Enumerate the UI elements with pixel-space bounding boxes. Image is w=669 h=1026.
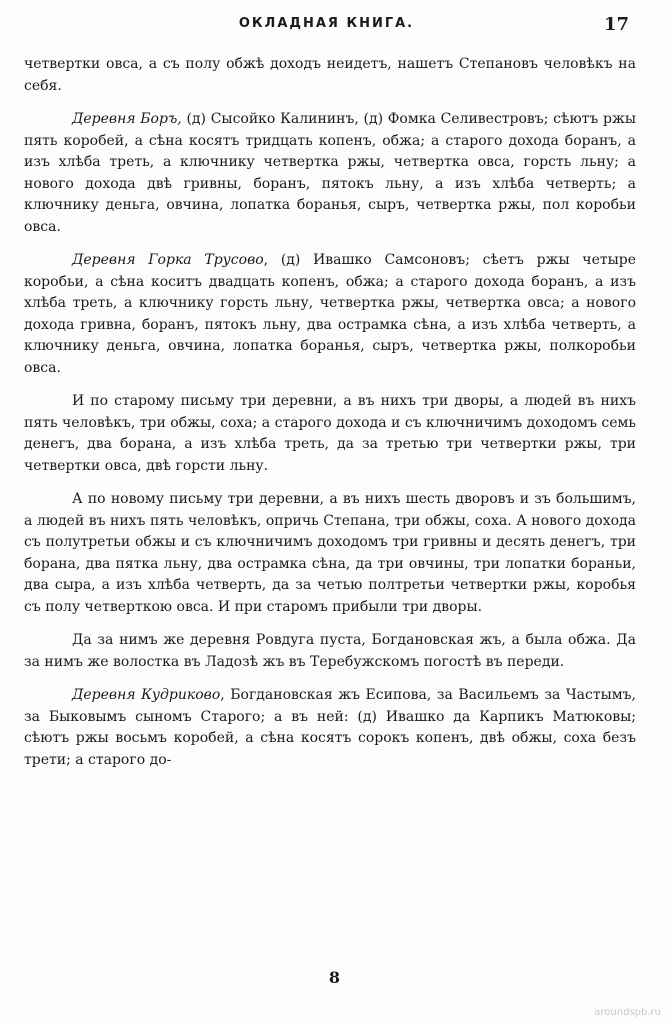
paragraph-3 (24, 250, 636, 379)
paragraph-7-text: , Богдановская жъ Есипова, за Васильемъ за Частымъ, за Быковымъ сыномъ Старого; а въ ней: (д) Ивашко да Карпикъ Матюковы; сѣютъ ржы восьмъ коробей, а сѣна косятъ сорокъ копенъ, двѣ обжы, соха безъ трети; а старого до- (24, 687, 636, 768)
paragraph-7 (24, 685, 636, 771)
paragraph-2-lead: Деревня Боръ, (72, 111, 182, 127)
paragraph-2-text: (д) Сысойко Калининъ, (д) Фомка Селивестровъ; сѣютъ ржы пять коробей, а сѣна косятъ тридцать копенъ, обжа; а старого дохода боранъ, а изъ хлѣба треть, а ключнику четвертка ржы, четвертка овса, горсть льну; а нового дохода двѣ гривны, боранъ, пятокъ льну, а изъ хлѣба четверть; а ключнику деньга, овчина, лопатка боранья, сыръ, четвертка ржы, пол коробьи овса. (24, 111, 636, 235)
body-text (24, 54, 636, 783)
running-head (24, 16, 629, 40)
paragraph-5-text: А по новому письму три деревни, а въ нихъ шесть дворовъ и зъ большимъ, а людей въ нихъ пять человѣкъ, опричь Степана, три обжы, соха. А нового дохода съ полутретьи обжы и съ ключничимъ доходомъ три гривны и десять денегъ, три борана, два пятка льну, два острамка сѣна, да три овчины, три лопатки бораньи, два сыра, а изъ хлѣба четверть, да за четью полтретьи четвертки ржы, коробья съ полу четверткою овса. И при старомъ прибыли три дворы. (24, 491, 636, 615)
paragraph-5 (24, 489, 636, 618)
page-number: 17 (603, 14, 629, 35)
paragraph-6-text: Да за нимъ же деревня Ровдуга пуста, Богдановская жъ, а была обжа. Да за нимъ же волостка въ Ладозѣ жъ въ Теребужскомъ погостѣ въ переди. (24, 632, 636, 670)
paragraph-6 (24, 630, 636, 673)
paragraph-1 (24, 54, 636, 97)
paragraph-3-lead: Деревня Горка Трусово (72, 252, 264, 268)
paragraph-2 (24, 109, 636, 238)
paragraph-4 (24, 391, 636, 477)
running-title: ОКЛАДНАЯ КНИГА. (238, 16, 415, 31)
paragraph-1-text: четвертки овса, а съ полу обжѣ доходъ неидетъ, нашетъ Степановъ человѣкъ на себя. (24, 56, 636, 94)
paragraph-7-lead: Деревня Кудриково (72, 687, 221, 703)
paragraph-4-text: И по старому письму три деревни, а въ нихъ три дворы, а людей въ нихъ пять человѣкъ, три обжы, соха; а старого дохода и съ ключничимъ доходомъ семь денегъ, два борана, а изъ хлѣба треть, да за третью три четвертки ржы, три четвертки овса, двѣ горсти льну. (24, 393, 636, 474)
paragraph-3-text: , (д) Ивашко Самсоновъ; сѣетъ ржы четыре коробьи, а сѣна коситъ двадцать копенъ, обжа; а старого дохода боранъ, а изъ хлѣба треть, а ключнику горсть льну, четвертка ржы, четвертка овса; а нового дохода гривна, боранъ, пятокъ льну, два острамка сѣна, а изъ хлѣба четверть, а ключнику деньга, овчина, лопатка боранья, сыръ, четвертка ржы, полкоробьи овса. (24, 252, 636, 376)
watermark: aroundspb.ru (594, 1007, 661, 1018)
signature-mark: 8 (328, 968, 341, 987)
